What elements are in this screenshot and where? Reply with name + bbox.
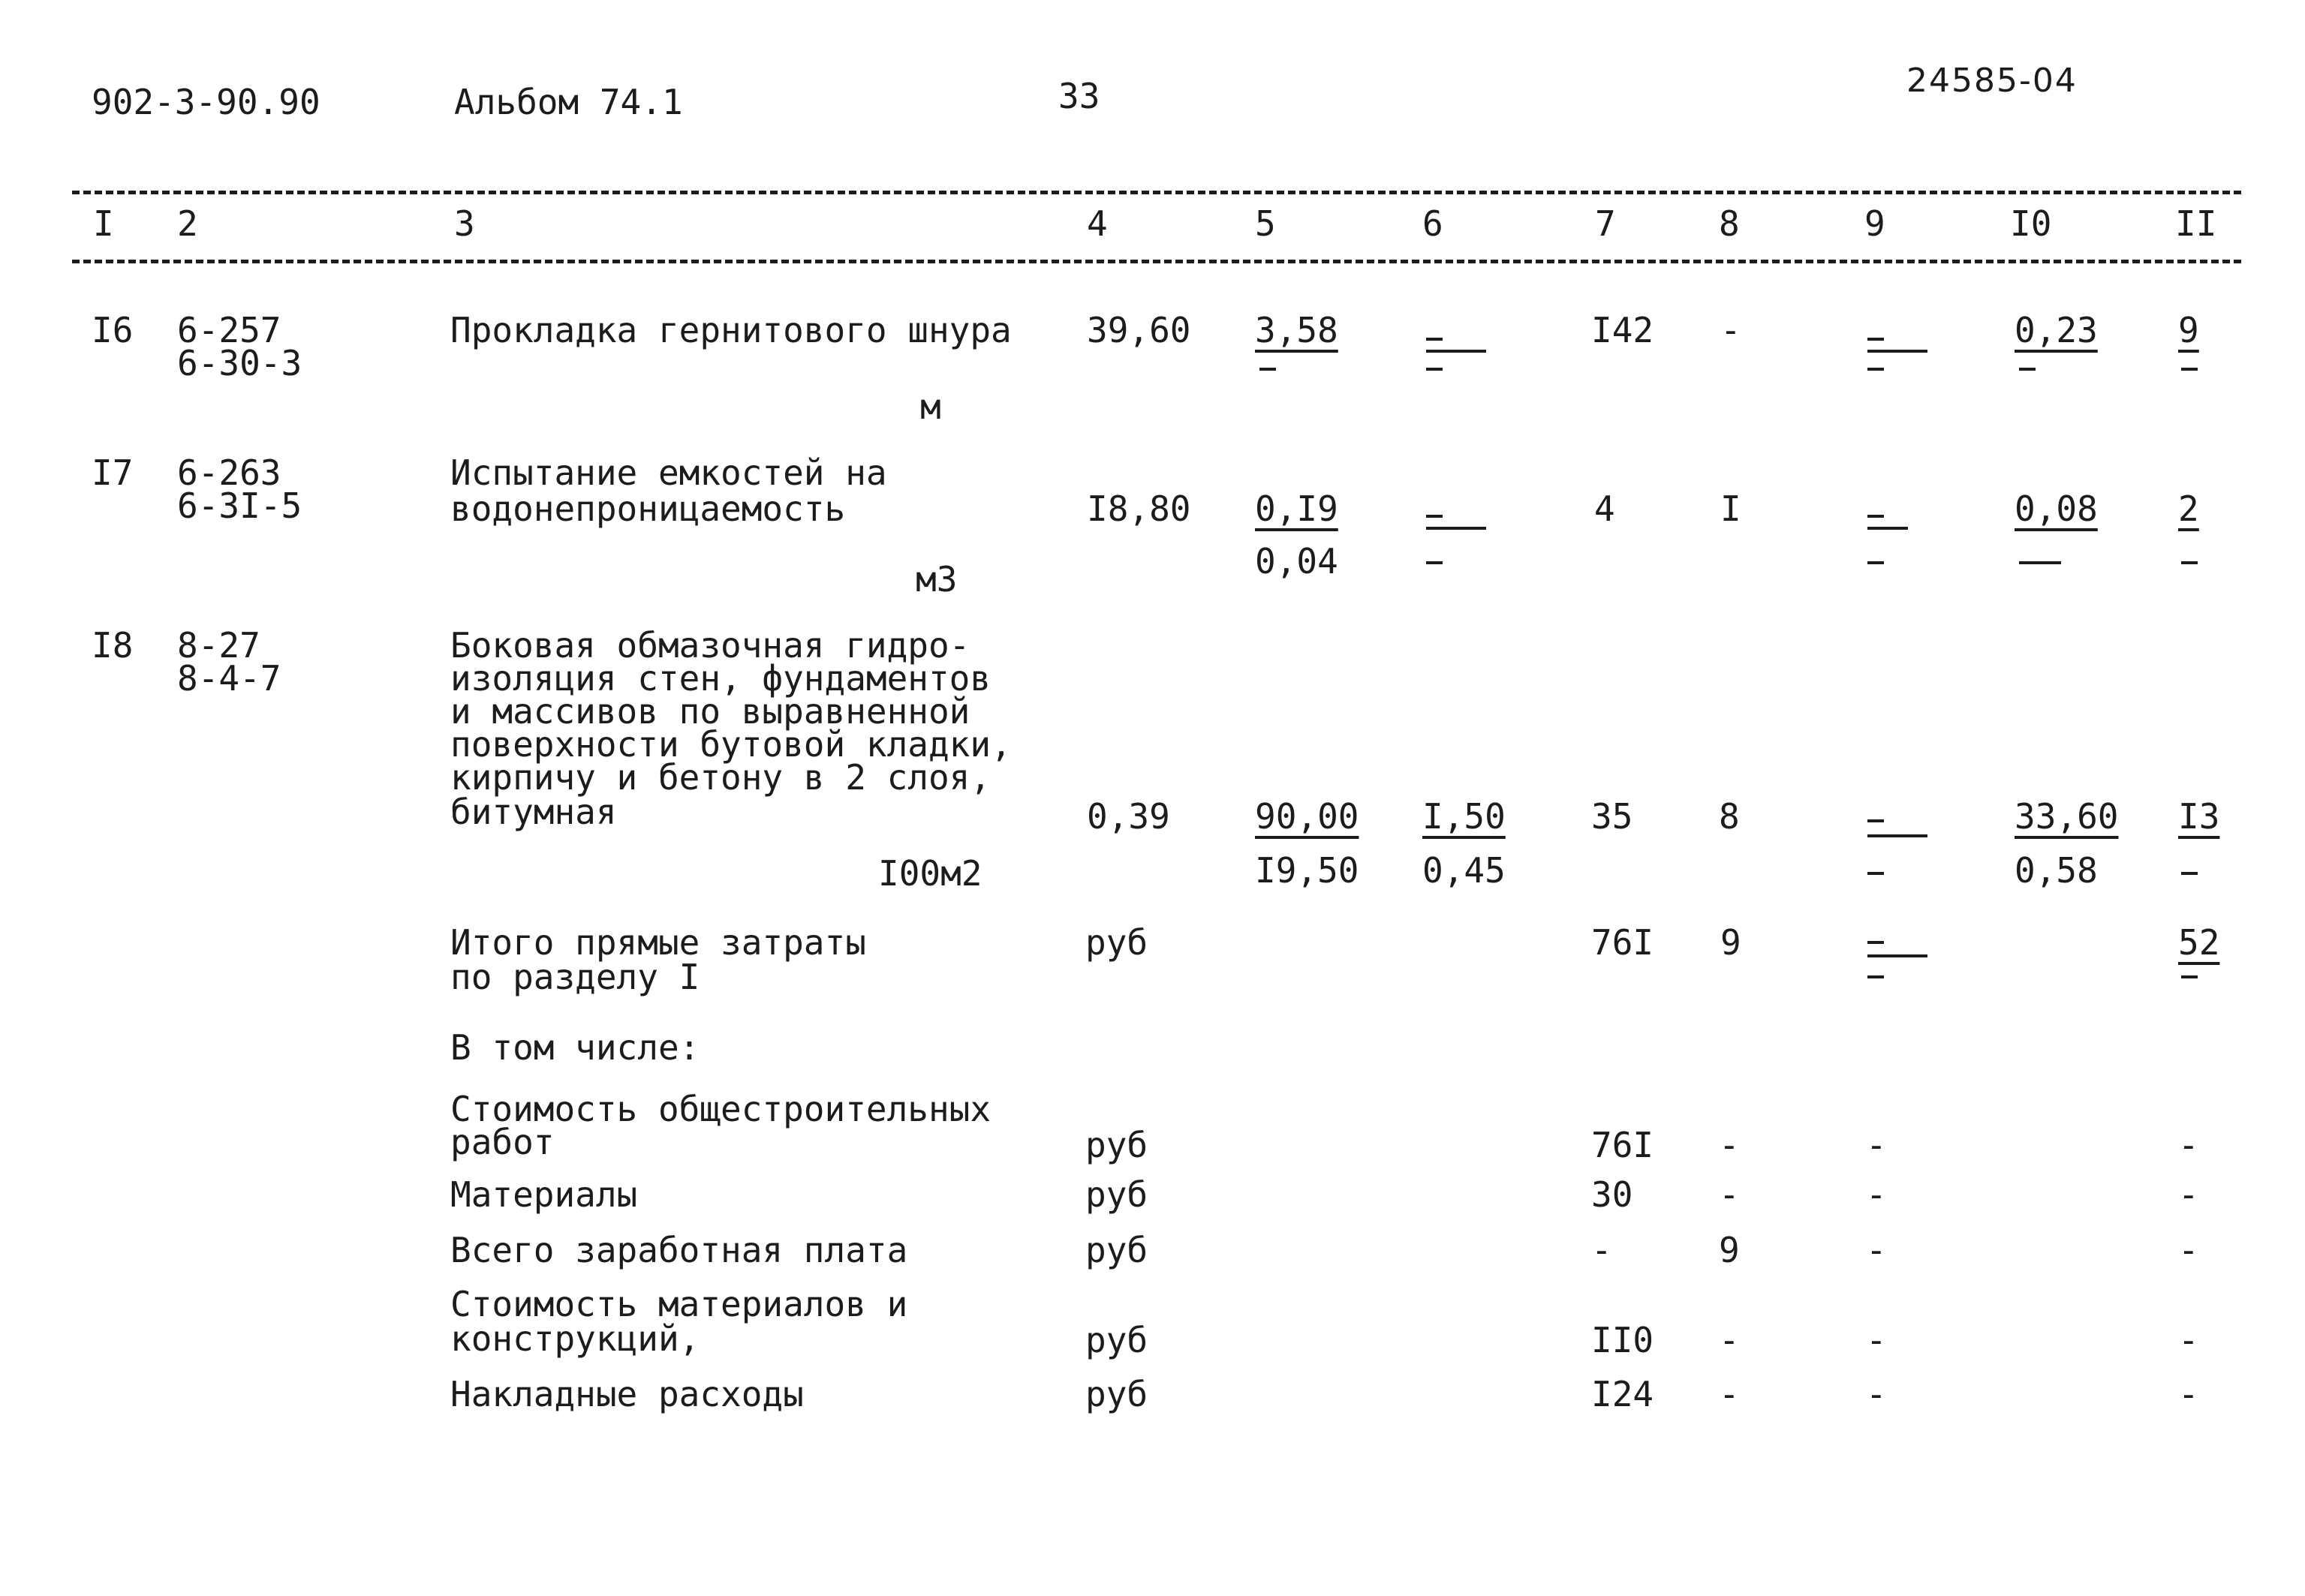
- cell-5: 0,I9: [1255, 488, 1338, 529]
- empty-mark: [1426, 368, 1443, 371]
- handwritten-number: 24585-04: [1906, 62, 2078, 100]
- empty-mark: [2181, 561, 2198, 564]
- empty-mark: [1259, 368, 1276, 371]
- empty-mark: [1867, 819, 1884, 822]
- underline: [1426, 527, 1486, 530]
- unit: руб: [1085, 1374, 1148, 1414]
- cell-7: 76I: [1591, 922, 1654, 963]
- cell-8: -: [1720, 310, 1741, 350]
- cell-8: I: [1720, 488, 1741, 529]
- unit: руб: [1085, 922, 1148, 963]
- norm-code: 6-257: [177, 310, 281, 350]
- work-description: Боковая обмазочная гидро-: [450, 625, 970, 666]
- column-header: 9: [1864, 203, 1885, 244]
- cell-8: 9: [1719, 1230, 1740, 1270]
- breakdown-label: Всего заработная плата: [450, 1230, 908, 1270]
- work-description: Испытание емкостей на: [450, 452, 887, 493]
- breakdown-label: работ: [450, 1122, 555, 1162]
- cell-7: 76I: [1591, 1125, 1654, 1165]
- cell-7: I24: [1591, 1374, 1654, 1414]
- document-code: 902-3-90.90: [92, 82, 320, 122]
- norm-code: 6-263: [177, 452, 281, 493]
- cell-7: 35: [1591, 796, 1633, 837]
- cell-11: -: [2178, 1174, 2199, 1215]
- norm-code: 6-3I-5: [177, 485, 302, 526]
- cell-8: -: [1719, 1320, 1740, 1360]
- cell-9: -: [1866, 1374, 1887, 1414]
- work-description: битумная: [450, 792, 617, 832]
- album-label: Альбом 74.1: [454, 82, 683, 122]
- header-top-rule: [72, 191, 2241, 194]
- cell-10-lower: 0,58: [2015, 850, 2098, 891]
- header-bottom-rule: [72, 260, 2241, 263]
- work-description: поверхности бутовой кладки,: [450, 724, 1012, 765]
- breakdown-label: Стоимость общестроительных: [450, 1089, 992, 1129]
- empty-mark: [1867, 975, 1884, 978]
- cell-11: -: [2178, 1320, 2199, 1360]
- breakdown-label: Накладные расходы: [450, 1374, 804, 1414]
- cell-8: -: [1719, 1125, 1740, 1165]
- empty-mark: [1867, 941, 1884, 944]
- cell-7: II0: [1591, 1320, 1654, 1360]
- norm-code: 8-27: [177, 625, 260, 666]
- unit: I00м2: [878, 853, 982, 894]
- cell-10: 0,08: [2015, 488, 2098, 529]
- column-header: I0: [2010, 203, 2052, 244]
- quantity: 0,39: [1087, 796, 1170, 837]
- empty-mark: [1426, 338, 1443, 341]
- cell-7: 30: [1591, 1174, 1633, 1215]
- cell-11: I3: [2178, 796, 2220, 837]
- work-description: водонепроницаемость: [450, 488, 846, 529]
- cell-11: -: [2178, 1374, 2199, 1414]
- work-description: и массивов по выравненной: [450, 691, 970, 732]
- underline: [1867, 527, 1908, 530]
- column-header: 8: [1719, 203, 1740, 244]
- unit: м: [920, 386, 941, 427]
- column-header: 3: [454, 203, 475, 244]
- norm-code: 8-4-7: [177, 658, 281, 699]
- cell-5: 3,58: [1255, 310, 1338, 350]
- total-label: Итого прямые затраты: [450, 922, 866, 963]
- row-number: I6: [92, 310, 134, 350]
- column-header: 2: [177, 203, 198, 244]
- cell-10: 33,60: [2015, 796, 2119, 837]
- cell-8: 9: [1720, 922, 1741, 963]
- cell-9: -: [1866, 1174, 1887, 1215]
- unit: руб: [1085, 1125, 1148, 1165]
- cell-7: I42: [1591, 310, 1654, 350]
- empty-mark: [2181, 368, 2198, 371]
- underline: [1426, 350, 1486, 353]
- column-header: 7: [1595, 203, 1616, 244]
- unit: руб: [1085, 1320, 1148, 1360]
- empty-mark: [2181, 872, 2198, 875]
- unit: м3: [916, 559, 958, 600]
- cell-11: -: [2178, 1230, 2199, 1270]
- row-number: I7: [92, 452, 134, 493]
- cell-8: -: [1719, 1374, 1740, 1414]
- column-header: II: [2175, 203, 2217, 244]
- cell-9: -: [1866, 1230, 1887, 1270]
- breakdown-label: Стоимость материалов и: [450, 1284, 908, 1324]
- column-header: 6: [1422, 203, 1443, 244]
- empty-mark: [1867, 515, 1884, 518]
- quantity: 39,60: [1087, 310, 1191, 350]
- work-description: изоляция стен, фундаментов: [450, 658, 992, 699]
- empty-mark: [1867, 561, 1884, 564]
- underline: [1867, 350, 1927, 353]
- empty-mark: [1867, 872, 1884, 875]
- empty-mark: [2019, 561, 2061, 564]
- empty-mark: [2019, 368, 2036, 371]
- unit: руб: [1085, 1230, 1148, 1270]
- cell-11: 2: [2178, 488, 2199, 529]
- cell-5-lower: I9,50: [1255, 850, 1359, 891]
- cell-5-lower: 0,04: [1255, 541, 1338, 582]
- cell-11: 9: [2178, 310, 2199, 350]
- cell-6-lower: 0,45: [1422, 850, 1506, 891]
- cell-8: 8: [1719, 796, 1740, 837]
- total-label: по разделу I: [450, 957, 700, 997]
- cell-11: -: [2178, 1125, 2199, 1165]
- page-number: 33: [1058, 76, 1100, 116]
- cell-6: I,50: [1422, 796, 1506, 837]
- cell-10: 0,23: [2015, 310, 2098, 350]
- column-header: I: [93, 203, 114, 244]
- cell-9: -: [1866, 1320, 1887, 1360]
- empty-mark: [1867, 368, 1884, 371]
- cell-7: 4: [1594, 488, 1615, 529]
- empty-mark: [1426, 561, 1443, 564]
- cell-8: -: [1719, 1174, 1740, 1215]
- empty-mark: [2181, 975, 2198, 978]
- underline: [1867, 834, 1927, 837]
- breakdown-label: конструкций,: [450, 1318, 700, 1359]
- empty-mark: [1867, 338, 1884, 341]
- work-description: кирпичу и бетону в 2 слоя,: [450, 757, 992, 798]
- cell-5: 90,00: [1255, 796, 1359, 837]
- column-header: 4: [1087, 203, 1108, 244]
- work-description: Прокладка гернитового шнура: [450, 310, 1012, 350]
- column-header: 5: [1255, 203, 1276, 244]
- norm-code: 6-30-3: [177, 343, 302, 383]
- cell-7: -: [1591, 1230, 1612, 1270]
- quantity: I8,80: [1087, 488, 1191, 529]
- unit: руб: [1085, 1174, 1148, 1215]
- row-number: I8: [92, 625, 134, 666]
- breakdown-label: Материалы: [450, 1174, 638, 1215]
- including-label: В том числе:: [450, 1027, 700, 1068]
- cell-9: -: [1866, 1125, 1887, 1165]
- underline: [1867, 954, 1927, 957]
- empty-mark: [1426, 515, 1443, 518]
- cell-11: 52: [2178, 922, 2220, 963]
